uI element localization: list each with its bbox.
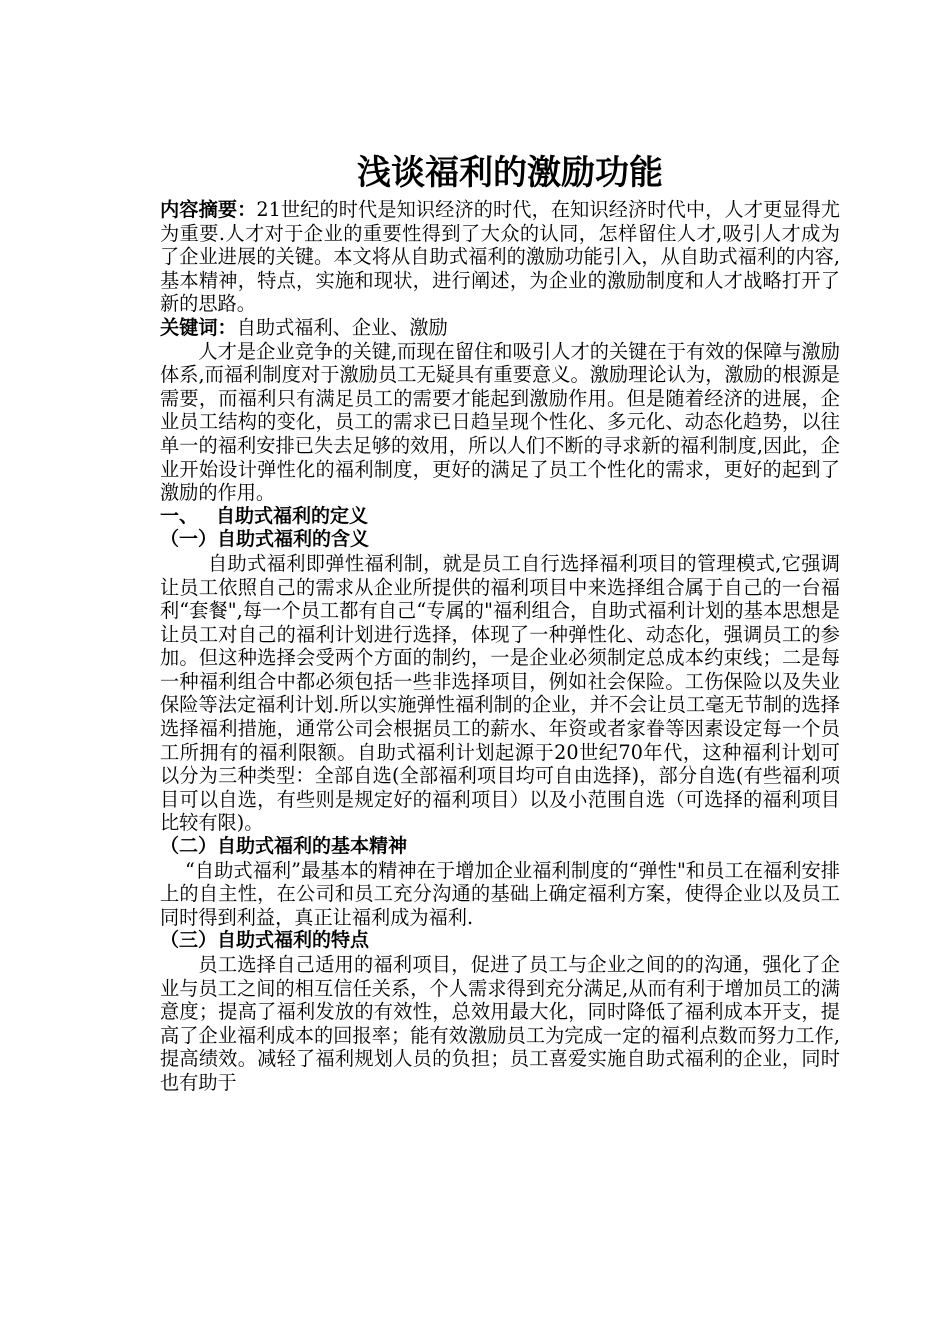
section-title: 自助式福利的定义 (216, 504, 369, 527)
section-heading-1 (160, 505, 840, 529)
intro-paragraph: 人才是企业竞争的关键,而现在留住和吸引人才的关键在于有效的保障与激励体系,而福利制度对于激励员工无疑具有重要意义。激励理论认为，激励的根源是需要，而福利只有满足员工的需要才能起到激励作用。但是随着经济的进展，企业员工结构的变化，员工的需求已日趋呈现个性化、多元化、动态化趋势，以往单一的福利安排已失去足够的效用，所以人们不断的寻求新的福利制度,因此，企业开始设计弹性化的福利制度，更好的满足了员工个性化的需求，更好的起到了激励的作用。 (160, 339, 840, 505)
abstract-text: 21世纪的时代是知识经济的时代，在知识经济时代中，人才更显得尤为重要.人才对于企业的重要性得到了大众的认同，怎样留住人才,吸引人才成为了企业进展的关键。本文将从自助式福利的激励功能引入，从自助式福利的内容,基本精神，特点，实施和现状，进行阐述，为企业的激励制度和人才战略打开了新的思路。 (160, 198, 841, 316)
subsection-paragraph-1: 自助式福利即弹性福利制，就是员工自行选择福利项目的管理模式,它强调让员工依照自己的需求从企业所提供的福利项目中来选择组合属于自己的一台福利“套餐",每一个员工都有自己“专属的"福利组合，自助式福利计划的基本思想是让员工对自己的福利计划进行选择，体现了一种弹性化、动态化，强调员工的参加。但这种选择会受两个方面的制约，一是企业必须制定总成本约束线；二是每一种福利组合中都必须包括一些非选择项目，例如社会保险。工伤保险以及失业保险等法定福利计划.所以实施弹性福利制的企业，并不会让员工毫无节制的选择选择福利措施，通常公司会根据员工的薪水、年资或者家眷等因素设定每一个员工所拥有的福利限额。自助式福利计划起源于20世纪70年代，这种福利计划可以分为三种类型：全部自选(全部福利项目均可自由选择)，部分自选(有些福利项目可以自选，有些则是规定好的福利项目）以及小范围自选（可选择的福利项目比较有限)。 (160, 551, 840, 835)
abstract-paragraph (160, 198, 840, 316)
keywords-label: 关键词： (160, 315, 237, 339)
abstract-label: 内容摘要： (160, 198, 257, 221)
document-page (160, 148, 840, 1095)
subsection-heading-3: （三）自助式福利的特点 (160, 929, 370, 952)
subsection-paragraph-2: “自助式福利”最基本的精神在于增加企业福利制度的“弹性"和员工在福利安排上的自主性，在公司和员工充分沟通的基础上确定福利方案，使得企业以及员工同时得到利益，真正让福利成为福利. (160, 858, 840, 929)
keywords-paragraph (160, 316, 840, 340)
section-number: 一、 (160, 504, 199, 527)
subsection-heading-1: （一）自助式福利的含义 (160, 528, 370, 551)
keywords-text: 自助式福利、企业、激励 (236, 315, 448, 339)
subsection-paragraph-3: 员工选择自己适用的福利项目，促进了员工与企业之间的的沟通，强化了企业与员工之间的相互信任关系，个人需求得到充分满足,从而有利于增加员工的满意度；提高了福利发放的有效性，总效用最大化，同时降低了福利成本开支，提高了企业福利成本的回报率；能有效激励员工为完成一定的福利点数而努力工作,提高绩效。减轻了福利规划人员的负担；员工喜爱实施自助式福利的企业，同时也有助于 (160, 953, 840, 1094)
subsection-heading-2: （二）自助式福利的基本精神 (160, 835, 408, 858)
document-title: 浅谈福利的激励功能 (357, 153, 663, 193)
